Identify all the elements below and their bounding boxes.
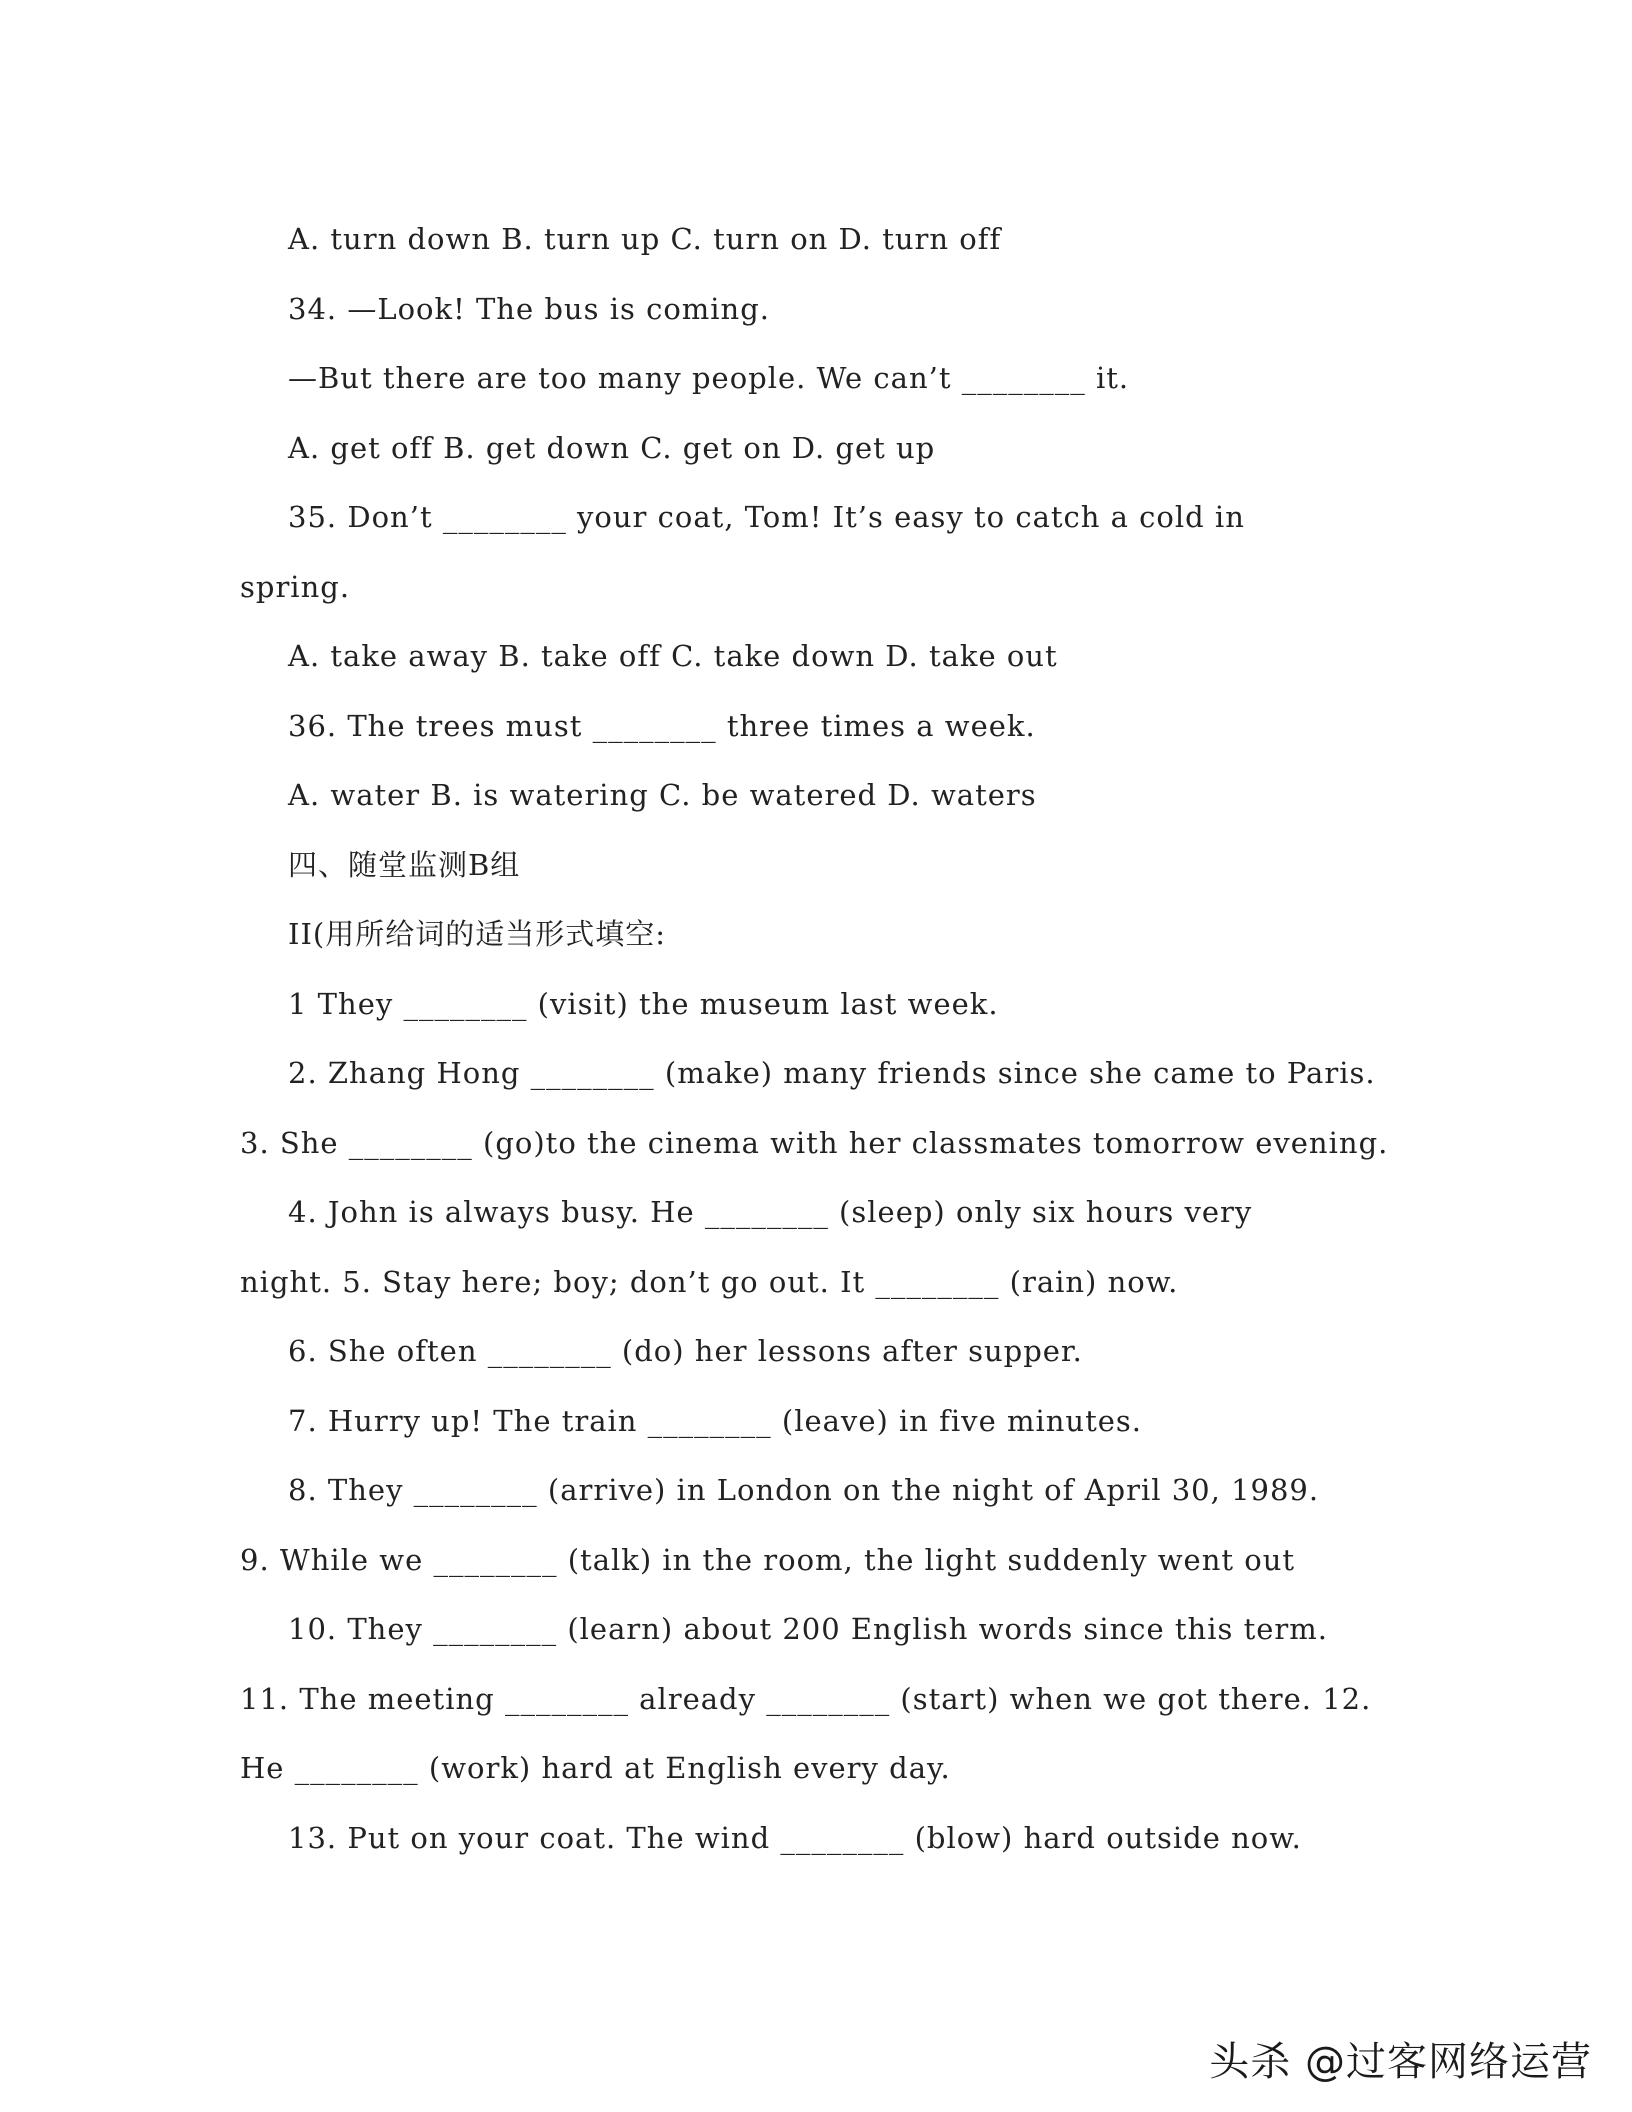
text-line: 6. She often ________ (do) her lessons after supper. bbox=[288, 1334, 1083, 1368]
text-line: 7. Hurry up! The train ________ (leave) in five minutes. bbox=[288, 1404, 1142, 1438]
text-line: A. water B. is watering C. be watered D. waters bbox=[288, 778, 1037, 812]
text-line: 36. The trees must ________ three times a week. bbox=[288, 709, 1036, 743]
text-line: A. get off B. get down C. get on D. get up bbox=[288, 431, 936, 465]
watermark-text: 头杀 @过客网络运营 bbox=[1209, 2038, 1592, 2085]
text-line: 4. John is always busy. He ________ (sleep) only six hours very bbox=[288, 1195, 1253, 1229]
text-line: 2. Zhang Hong ________ (make) many friends since she came to Paris. bbox=[288, 1056, 1376, 1090]
text-line: 35. Don’t ________ your coat, Tom! It’s easy to catch a cold in bbox=[288, 500, 1245, 534]
text-line: 34. —Look! The bus is coming. bbox=[288, 292, 771, 326]
text-line: 10. They ________ (learn) about 200 English words since this term. bbox=[288, 1612, 1328, 1646]
text-line: 11. The meeting ________ already ________ (start) when we got there. 12. bbox=[240, 1682, 1372, 1716]
text-line: A. turn down B. turn up C. turn on D. turn off bbox=[288, 222, 1002, 256]
section-heading: 四、随堂监测B组 bbox=[288, 848, 521, 882]
text-line: 3. She ________ (go)to the cinema with her classmates tomorrow evening. bbox=[240, 1126, 1389, 1160]
text-line: 13. Put on your coat. The wind ________ (blow) hard outside now. bbox=[288, 1821, 1302, 1855]
text-line: 8. They ________ (arrive) in London on the night of April 30, 1989. bbox=[288, 1473, 1320, 1507]
text-line: 9. While we ________ (talk) in the room, the light suddenly went out bbox=[240, 1543, 1296, 1577]
text-line: He ________ (work) hard at English every day. bbox=[240, 1751, 951, 1785]
text-line: —But there are too many people. We can’t ________ it. bbox=[288, 361, 1130, 395]
instruction-line: II(用所给词的适当形式填空: bbox=[288, 917, 666, 951]
text-line: spring. bbox=[240, 570, 351, 604]
text-line: A. take away B. take off C. take down D. take out bbox=[288, 639, 1058, 673]
text-line: 1 They ________ (visit) the museum last week. bbox=[288, 987, 999, 1021]
text-line: night. 5. Stay here; boy; don’t go out. It ________ (rain) now. bbox=[240, 1265, 1179, 1299]
